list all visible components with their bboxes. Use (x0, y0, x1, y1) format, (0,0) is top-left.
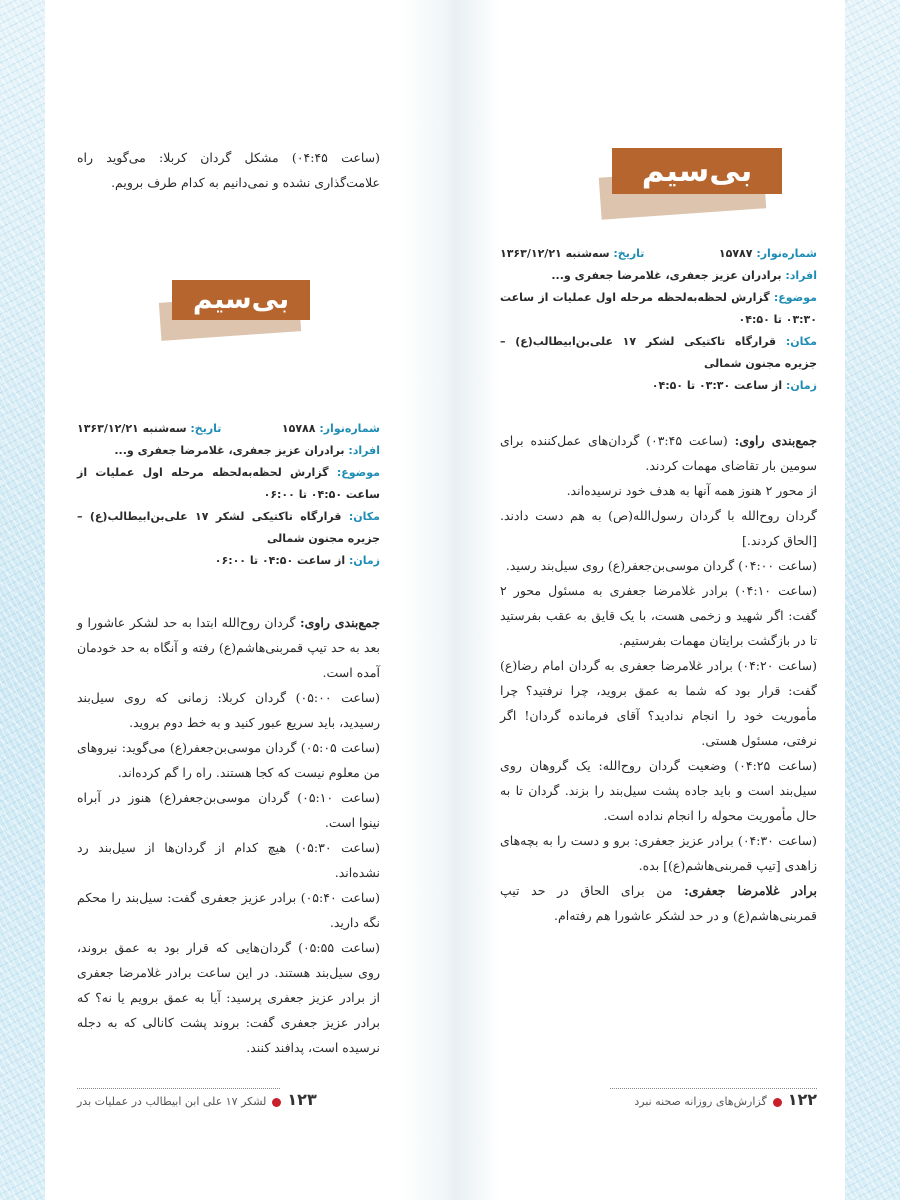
body-paragraph: (ساعت ۰۵:۰۰) گردان کربلا: زمانی که روی سیل‌بند رسیدید، باید سریع عبور کنید و به خط دوم بروید. (77, 690, 380, 730)
date-value: سه‌شنبه ۱۳۶۳/۱۲/۲۱ (500, 247, 610, 260)
book-gutter (400, 0, 500, 1200)
tape-number: ۱۵۷۸۸ (281, 422, 316, 435)
right-page (500, 0, 845, 1200)
time-label: زمان: (348, 554, 380, 567)
footer-text: لشکر ۱۷ علی ابن ابیطالب در عملیات بدر (77, 1095, 267, 1108)
body-paragraph: (ساعت ۰۴:۲۰) برادر غلامرضا جعفری به گردان امام رضا(ع) گفت: قرار بود که شما به عمق بروید، چرا نرفتید؟ چرا مأموریت خود را انجام ندادید؟ آقای فرمانده گردان! اگر نرفتی، مسئول هستی. (500, 658, 817, 748)
date-value: سه‌شنبه ۱۳۶۳/۱۲/۲۱ (77, 422, 187, 435)
subject-value: گزارش لحظه‌به‌لحظه مرحله اول عملیات از ساعت ۰۴:۵۰ تا ۰۶:۰۰ (77, 466, 380, 501)
summary-text: گردان روح‌الله ابتدا به حد لشکر عاشورا و بعد به حد تیپ قمربنی‌هاشم(ع) رفته و آنگاه به حد خودمان آمده است. (77, 615, 380, 680)
body-paragraph: از محور ۲ هنوز همه آنها به هدف خود نرسیده‌اند. (566, 483, 817, 498)
summary-label: جمع‌بندی راوی: (734, 433, 817, 448)
left-page (45, 0, 400, 1200)
people-value: برادران عزیز جعفری، غلامرضا جعفری و... (551, 269, 782, 282)
subject-value: گزارش لحظه‌به‌لحظه مرحله اول عملیات از ساعت ۰۳:۳۰ تا ۰۴:۵۰ (500, 291, 817, 326)
time-label: زمان: (785, 379, 817, 392)
speaker-label: برادر غلامرضا جعفری: (684, 883, 818, 898)
people-value: برادران عزیز جعفری، غلامرضا جعفری و... (114, 444, 345, 457)
right-title: بی‌سیم (612, 148, 782, 194)
tape-label: شماره‌نوار: (319, 422, 380, 435)
bullet-dot-icon (773, 1098, 782, 1107)
body-paragraph: (ساعت ۰۵:۴۰) برادر عزیز جعفری گفت: سیل‌بند را محکم نگه دارید. (77, 890, 380, 930)
body-paragraph: (ساعت ۰۵:۵۵) گردان‌هایی که قرار بود به عمق بروند، روی سیل‌بند هستند. در این ساعت برادر غلامرضا جعفری از برادر عزیز جعفری پرسید: آیا به عمق برویم یا نه؟ که برادر عزیز جعفری گفت: بروند پشت کانالی که به دجله نرسیده است، پدافند کنند. (77, 940, 380, 1055)
right-metadata (500, 243, 817, 397)
footer-rule (610, 1088, 817, 1089)
subject-label: موضوع: (773, 291, 817, 304)
subject-label: موضوع: (336, 466, 380, 479)
left-title-block (160, 270, 360, 360)
left-body (77, 610, 380, 1060)
summary-paragraph (77, 610, 380, 685)
body-paragraph: (ساعت ۰۵:۰۵) گردان موسی‌بن‌جعفر(ع) می‌گوید: نیروهای من معلوم نیست که کجا هستند. راه را گم کرده‌اند. (77, 740, 380, 780)
body-paragraph: (ساعت ۰۵:۱۰) گردان موسی‌بن‌جعفر(ع) هنوز در آبراه نینوا است. (77, 790, 380, 830)
people-label: افراد: (785, 269, 817, 282)
intro-paragraph: (ساعت ۰۴:۴۵) مشکل گردان کربلا: می‌گوید راه علامت‌گذاری نشده و نمی‌دانیم به کدام طرف برویم. (77, 150, 380, 190)
page-number: ۱۲۲ (787, 1090, 817, 1109)
footer-text: گزارش‌های روزانه صحنه نبرد (634, 1095, 767, 1108)
footer-rule (77, 1088, 280, 1089)
summary-label: جمع‌بندی راوی: (299, 615, 380, 630)
left-footer (77, 1090, 317, 1109)
place-value: قرارگاه تاکتیکی لشکر ۱۷ علی‌بن‌ابیطالب(ع) – جزیره مجنون شمالی (500, 335, 817, 370)
body-paragraph: گردان روح‌الله با گردان رسول‌الله(ص) به هم دست دادند. [الحاق کردند.] (500, 508, 817, 548)
body-paragraph: (ساعت ۰۴:۱۰) برادر غلامرضا جعفری به مسئول محور ۲ گفت: اگر شهید و زخمی هست، با یک قایق به عقب بفرستید تا در بازگشت برایتان مهمات بفرستیم. (500, 583, 817, 648)
speaker-text: من برای الحاق در حد تیپ قمربنی‌هاشم(ع) و در حد لشکر عاشورا هم رفته‌ام. (500, 883, 817, 923)
date-label: تاریخ: (190, 422, 222, 435)
body-paragraph: (ساعت ۰۴:۳۰) برادر عزیز جعفری: برو و دست را به بچه‌های زاهدی [تیپ قمربنی‌هاشم(ع)] بده. (500, 833, 817, 873)
right-footer (634, 1090, 817, 1109)
left-title: بی‌سیم (172, 280, 310, 320)
tape-label: شماره‌نوار: (756, 247, 817, 260)
page-number: ۱۲۳ (287, 1090, 317, 1109)
right-body (500, 428, 817, 928)
tape-number: ۱۵۷۸۷ (718, 247, 753, 260)
body-paragraph (500, 878, 817, 928)
time-value: از ساعت ۰۴:۵۰ تا ۰۶:۰۰ (214, 554, 346, 567)
right-title-block (600, 140, 800, 230)
left-intro (77, 145, 380, 195)
body-paragraph: (ساعت ۰۵:۳۰) هیچ کدام از گردان‌ها از سیل‌بند رد نشده‌اند. (77, 840, 380, 880)
place-value: قرارگاه تاکتیکی لشکر ۱۷ علی‌بن‌ابیطالب(ع) – جزیره مجنون شمالی (77, 510, 380, 545)
date-label: تاریخ: (613, 247, 645, 260)
body-paragraph: (ساعت ۰۴:۲۵) وضعیت گردان روح‌الله: یک گروهان روی سیل‌بند است و باید جاده پشت سیل‌بند را بزند. گردان تا به حال مأموریت محوله را انجام نداده است. (500, 758, 817, 823)
left-metadata (77, 418, 380, 572)
body-paragraph: (ساعت ۰۴:۰۰) گردان موسی‌بن‌جعفر(ع) روی سیل‌بند رسید. (505, 558, 817, 573)
summary-paragraph (500, 428, 817, 478)
place-label: مکان: (348, 510, 380, 523)
people-label: افراد: (348, 444, 380, 457)
bullet-dot-icon (272, 1098, 281, 1107)
summary-text: (ساعت ۰۳:۴۵) گردان‌های عمل‌کننده برای سومین بار تقاضای مهمات کردند. (500, 433, 817, 473)
place-label: مکان: (785, 335, 817, 348)
time-value: از ساعت ۰۳:۳۰ تا ۰۴:۵۰ (651, 379, 783, 392)
